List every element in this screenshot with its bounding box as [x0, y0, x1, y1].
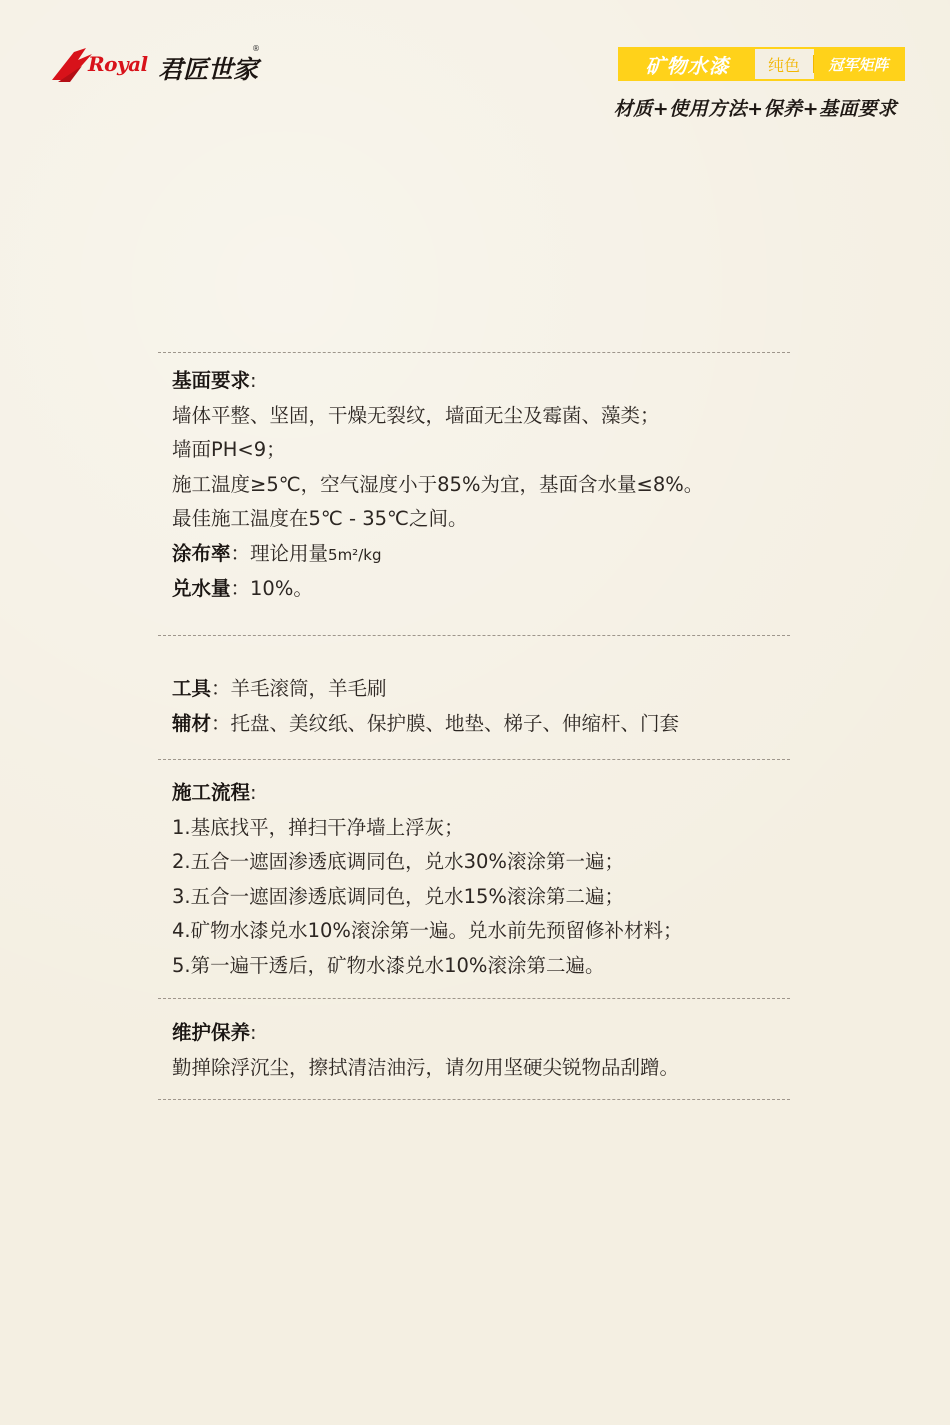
maintenance-text: 勤掸除浮沉尘，擦拭清洁油污，请勿用坚硬尖锐物品刮蹭。: [172, 1055, 680, 1079]
heading-colon: :: [250, 781, 257, 804]
requirement-line: 施工温度≥5℃，空气湿度小于85%为宜，基面含水量≤8%。: [172, 472, 704, 496]
aux-materials-label: 辅材: [172, 711, 212, 735]
process-step: 3.五合一遮固渗透底调同色，兑水15%滚涂第二遍；: [172, 884, 624, 908]
page-subtitle: 材质+使用方法+保养+基面要求: [613, 98, 897, 120]
section-heading-line: [172, 364, 792, 399]
section-heading-line: [172, 1016, 792, 1051]
dilution-line: [172, 572, 792, 607]
badge-color-type: 纯色: [755, 55, 814, 73]
dilution-label: 兑水量: [172, 577, 231, 600]
process-heading: 施工流程: [172, 781, 251, 804]
section-maintenance: [172, 1016, 792, 1085]
heading-colon: :: [250, 369, 257, 392]
brand-logo: [52, 44, 272, 90]
requirement-line: 最佳施工温度在5℃ - 35℃之间。: [172, 507, 468, 530]
logo-royal-text: Royal: [88, 52, 148, 76]
section-base-requirements: [172, 364, 792, 607]
badge-series: 冠军矩阵: [814, 49, 903, 79]
dilution-value: ：10%。: [230, 577, 313, 600]
maintenance-heading: 维护保养: [172, 1021, 251, 1044]
coverage-line: [172, 537, 792, 573]
divider-3: [158, 759, 790, 760]
divider-1: [158, 352, 790, 353]
coverage-value-unit: 5m²/kg: [328, 545, 382, 564]
logo-chinese-text: 君匠世家: [158, 55, 259, 84]
requirement-line: 墙体平整、坚固，干燥无裂纹，墙面无尘及霉菌、藻类；: [172, 403, 660, 427]
process-step: 4.矿物水漆兑水10%滚涂第一遍。兑水前先预留修补材料；: [172, 919, 683, 942]
section-tools: [172, 672, 792, 741]
section-heading-line: [172, 776, 792, 811]
process-step: 2.五合一遮固渗透底调同色，兑水30%滚涂第一遍；: [172, 850, 624, 873]
heading-colon: :: [250, 1021, 257, 1044]
badge-product-name: 矿物水漆: [620, 49, 755, 79]
divider-2: [158, 635, 790, 636]
tools-line: [172, 672, 792, 707]
coverage-label: 涂布率: [172, 541, 231, 565]
aux-materials-value: ：托盘、美纹纸、保护膜、地垫、梯子、伸缩杆、门套: [211, 711, 680, 735]
section-process: [172, 776, 792, 983]
tools-label: 工具: [172, 677, 212, 700]
divider-5: [158, 1099, 790, 1100]
coverage-value-prefix: ：理论用量: [230, 541, 329, 565]
base-requirements-heading: 基面要求: [172, 369, 251, 392]
requirement-line: 墙面PH<9；: [172, 438, 286, 461]
divider-4: [158, 998, 790, 999]
aux-materials-line: [172, 707, 792, 742]
process-step: 1.基底找平，掸扫干净墙上浮灰；: [172, 815, 464, 839]
product-badge: [618, 47, 905, 81]
process-step: 5.第一遍干透后，矿物水漆兑水10%滚涂第二遍。: [172, 953, 605, 977]
tools-value: ：羊毛滚筒，羊毛刷: [211, 677, 387, 700]
registered-mark: ®: [252, 44, 260, 53]
